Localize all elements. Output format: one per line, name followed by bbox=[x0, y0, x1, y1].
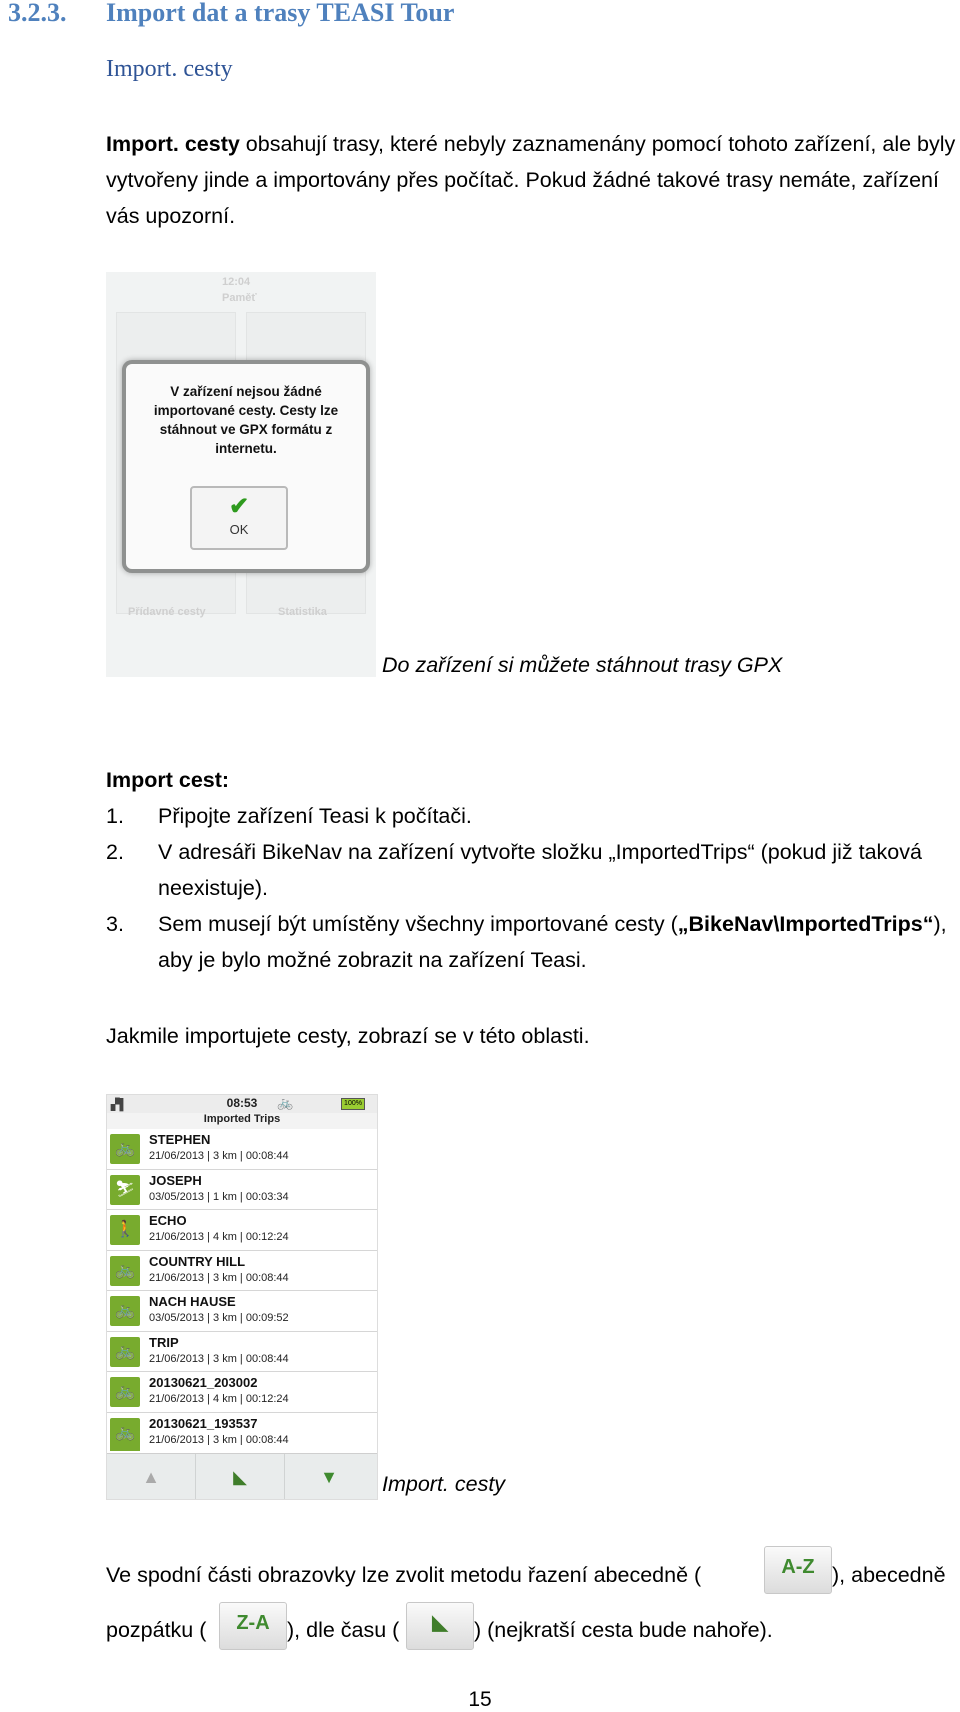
bike-icon: 🚲 bbox=[110, 1337, 140, 1367]
trip-meta: 21/06/2013 | 3 km | 00:08:44 bbox=[149, 1433, 289, 1446]
list-item bbox=[106, 798, 956, 834]
table-row[interactable] bbox=[107, 1210, 377, 1251]
sort-time-button[interactable] bbox=[196, 1454, 285, 1500]
list-text: Připojte zařízení Teasi k počítači. bbox=[158, 804, 472, 828]
trip-meta: 21/06/2013 | 4 km | 00:12:24 bbox=[149, 1393, 289, 1405]
trip-meta: 21/06/2013 | 4 km | 00:12:24 bbox=[149, 1231, 289, 1243]
list-number: 1. bbox=[106, 804, 124, 828]
sort-text-4: ), dle času ( bbox=[287, 1618, 400, 1642]
sort-text-5: ) (nejkratší cesta bude nahoře). bbox=[474, 1618, 773, 1642]
bike-icon: 🚲 bbox=[110, 1134, 140, 1164]
trip-name: COUNTRY HILL bbox=[149, 1253, 246, 1269]
list-text: V adresáři BikeNav na zařízení vytvořte složku „ImportedTrips“ (pokud již taková neexistuje). bbox=[158, 840, 922, 900]
faded-bottom-left: Přídavné cesty bbox=[128, 606, 206, 618]
dialog-message: V zařízení nejsou žádné importované cesty. Cesty lze stáhnout ve GPX formátu z internetu. bbox=[153, 384, 339, 456]
faded-bottom-right: Statistika bbox=[278, 606, 327, 618]
sort-text-2: ), abecedně bbox=[832, 1563, 946, 1587]
list-item bbox=[106, 834, 956, 906]
trip-meta: 21/06/2013 | 3 km | 00:08:44 bbox=[149, 1352, 289, 1365]
signal-icon: ▞▌ bbox=[111, 1099, 128, 1111]
trip-name: NACH HAUSE bbox=[149, 1294, 236, 1309]
time-sort-icon: ◣ bbox=[233, 1467, 247, 1487]
intro-paragraph bbox=[106, 126, 956, 234]
scroll-down-button[interactable] bbox=[285, 1454, 373, 1500]
list-text-before: Sem musejí být umístěny všechny importované cesty ( bbox=[158, 912, 678, 936]
az-sort-button[interactable]: A-Z bbox=[764, 1546, 832, 1594]
subheading: Import. cesty bbox=[106, 56, 233, 82]
status-bar bbox=[107, 1095, 377, 1113]
list-text-after: ), aby je bylo možné zobrazit na zařízení Teasi. bbox=[158, 912, 947, 972]
table-row[interactable] bbox=[107, 1170, 377, 1211]
za-sort-button[interactable]: Z-A bbox=[219, 1602, 287, 1650]
table-row[interactable] bbox=[107, 1372, 377, 1413]
bike-icon: 🚲 bbox=[277, 1095, 294, 1110]
section-number: 3.2.3. bbox=[8, 0, 67, 27]
trip-name: 20130621_193537 bbox=[149, 1415, 258, 1431]
trip-name: TRIP bbox=[149, 1334, 179, 1350]
bike-icon: 🚲 bbox=[110, 1256, 140, 1286]
faded-title: Paměť bbox=[222, 292, 257, 304]
trip-name: 20130621_203002 bbox=[149, 1375, 258, 1390]
table-row[interactable] bbox=[107, 1332, 377, 1373]
list-number: 3. bbox=[106, 912, 124, 936]
alert-dialog bbox=[122, 360, 370, 573]
no-trips-screenshot bbox=[106, 272, 376, 677]
time-sort-icon: ◣ bbox=[432, 1612, 448, 1634]
intro-text: obsahují trasy, které nebyly zaznamenány pomocí tohoto zařízení, ale byly vytvořeny jinde a importovány přes počítač. Pokud žádné takové trasy nemáte, zařízení vás upozorní. bbox=[106, 132, 956, 228]
trip-name: STEPHEN bbox=[149, 1132, 211, 1147]
list-text bbox=[158, 906, 958, 978]
sort-text-1: Ve spodní části obrazovky lze zvolit metodu řazení abecedně ( bbox=[106, 1563, 702, 1587]
bike-icon: 🚲 bbox=[110, 1418, 140, 1448]
trip-meta: 21/06/2013 | 3 km | 00:08:44 bbox=[149, 1271, 289, 1284]
ok-button[interactable] bbox=[190, 486, 288, 550]
screenshot1-caption: Do zařízení si můžete stáhnout trasy GPX bbox=[382, 653, 783, 677]
clock: 08:53 bbox=[226, 1096, 258, 1110]
intro-bold: Import. cesty bbox=[106, 132, 240, 156]
imported-trips-screenshot bbox=[106, 1094, 378, 1500]
walk-icon: 🚶 bbox=[110, 1215, 140, 1245]
trip-meta: 03/05/2013 | 3 km | 00:09:52 bbox=[149, 1312, 289, 1324]
table-row[interactable] bbox=[107, 1251, 377, 1292]
list-title: Imported Trips bbox=[107, 1113, 377, 1129]
checkmark-icon: ✔ bbox=[228, 493, 250, 520]
sort-text-3: pozpátku ( bbox=[106, 1618, 207, 1642]
scroll-up-button[interactable] bbox=[107, 1454, 196, 1500]
trip-name: ECHO bbox=[149, 1213, 187, 1228]
after-import-text: Jakmile importujete cesty, zobrazí se v této oblasti. bbox=[106, 1024, 590, 1048]
bottom-toolbar bbox=[107, 1453, 377, 1500]
list-item bbox=[106, 906, 956, 978]
trip-meta: 03/05/2013 | 1 km | 00:03:34 bbox=[149, 1190, 289, 1203]
faded-time: 12:04 bbox=[222, 276, 251, 288]
import-steps-heading: Import cest: bbox=[106, 768, 230, 792]
section-title: Import dat a trasy TEASI Tour bbox=[106, 0, 455, 27]
trip-meta: 21/06/2013 | 3 km | 00:08:44 bbox=[149, 1150, 289, 1162]
bike-icon: 🚲 bbox=[110, 1296, 140, 1326]
arrow-down-icon: ▼ bbox=[320, 1467, 338, 1487]
ski-icon: ⛷ bbox=[110, 1175, 140, 1205]
list-text-bold: „BikeNav\ImportedTrips“ bbox=[677, 912, 934, 936]
time-sort-button[interactable] bbox=[406, 1602, 474, 1650]
arrow-up-icon: ▲ bbox=[142, 1467, 160, 1487]
bike-icon: 🚲 bbox=[110, 1377, 140, 1407]
trips-list bbox=[107, 1129, 377, 1453]
section-heading bbox=[8, 0, 454, 28]
trip-name: JOSEPH bbox=[149, 1172, 202, 1188]
screenshot2-caption: Import. cesty bbox=[382, 1472, 506, 1496]
ok-label: OK bbox=[229, 522, 249, 537]
battery-icon: 100% bbox=[341, 1098, 365, 1110]
table-row[interactable] bbox=[107, 1291, 377, 1332]
table-row[interactable] bbox=[107, 1129, 377, 1170]
page-number: 15 bbox=[468, 1688, 492, 1711]
list-number: 2. bbox=[106, 840, 124, 864]
bike-icon bbox=[110, 1445, 140, 1451]
